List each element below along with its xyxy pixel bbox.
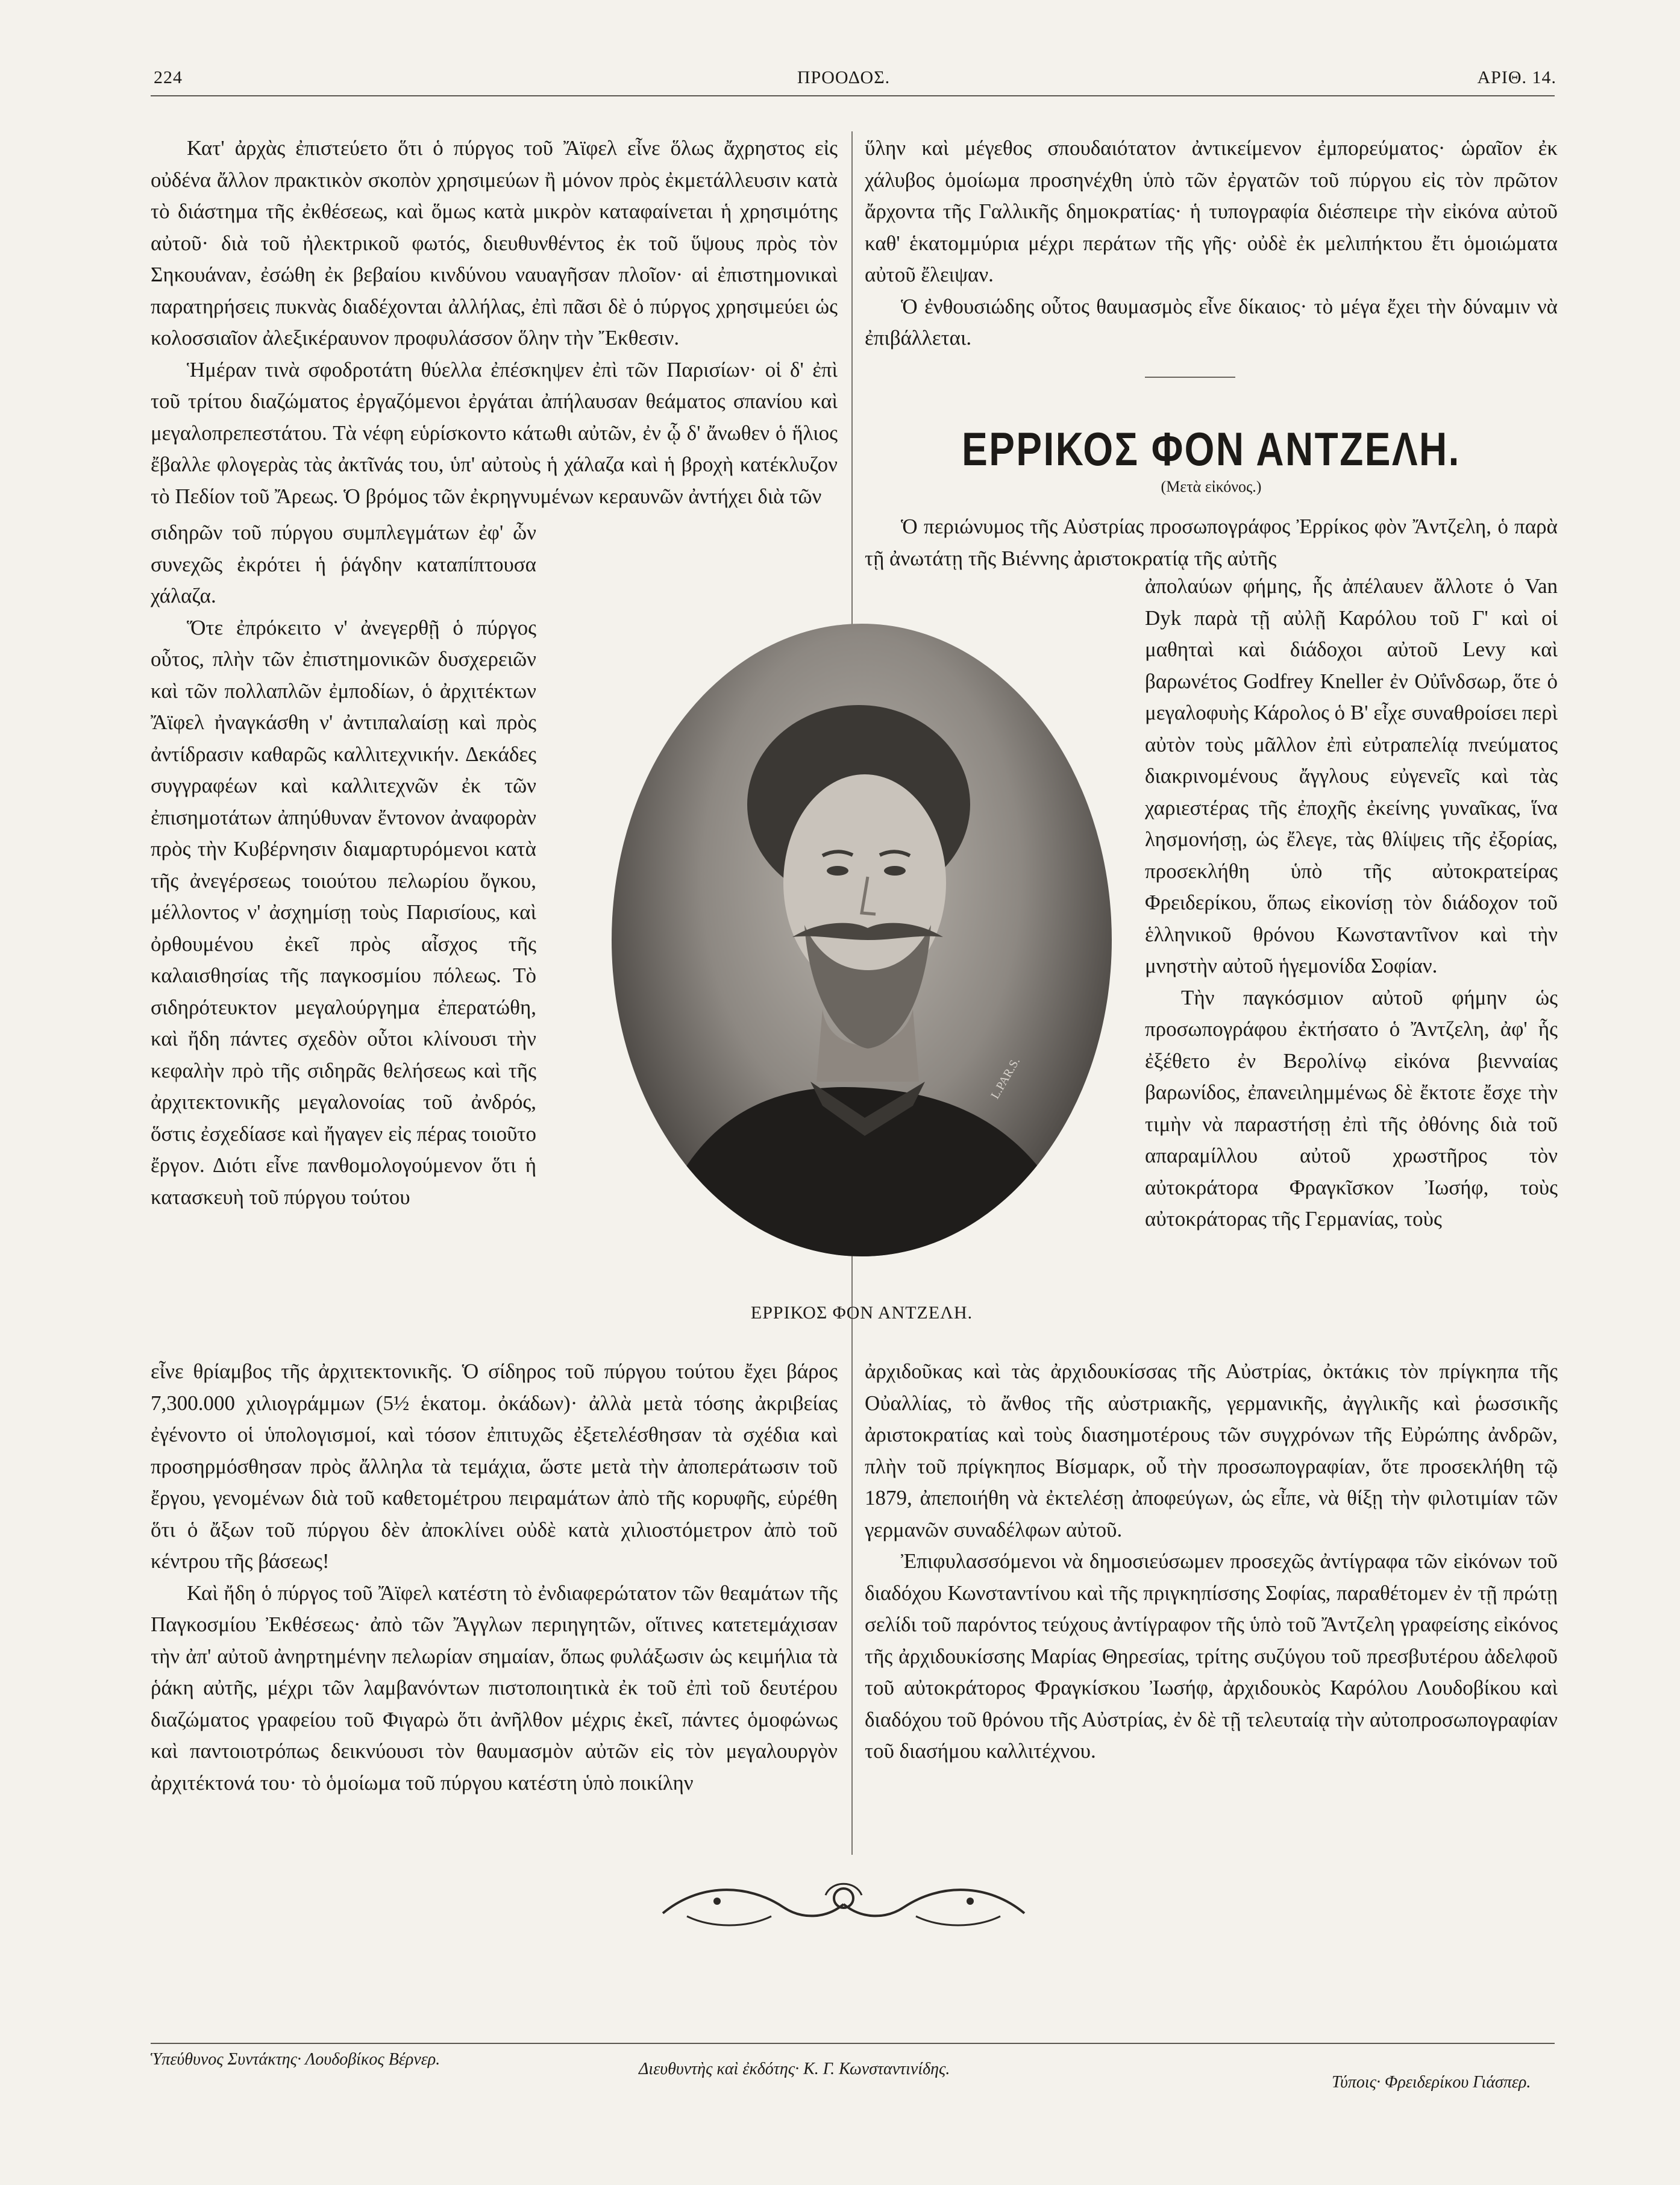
eiffel-article-top — [151, 133, 838, 512]
ornament-flourish-icon — [651, 1871, 1036, 1937]
paragraph: ἀπολαύων φήμης, ἧς ἀπέλαυεν ἄλλοτε ὁ Van Dyk παρὰ τῇ αὐλῇ Καρόλου τοῦ Γ' καὶ οἱ μαθηταὶ καὶ διάδοχοι αὐτοῦ Levy καὶ βαρωνέτος Godfrey Kneller ἐν Οὐΐνδσωρ, ὅτε ὁ μεγαλοφυὴς Κάρολος ὁ Β' εἶχε συναθροίσει περὶ αὐτὸν τοὺς μᾶλλον ἐπὶ εὐτραπελίᾳ πνεύματος διακρινομένους ἄγγλους εὐγενεῖς καὶ τὰς χαριεστέρας τῆς ἐποχῆς ἐκείνης γυναῖκας, ἵνα λησμονήσῃ, ὡς ἔλεγε, τὰς θλίψεις τῆς ἐξορίας, προσεκλήθη ὑπὸ τῆς αὐτοκρατείρας Φρειδερίκου, ὅπως εἰκονίσῃ τὸν διάδοχον τοῦ ἑλληνικοῦ θρόνου Κωνσταντῖνον καὶ τὴν μνηστὴν αὐτοῦ ἡγεμονίδα Σοφίαν. — [1145, 574, 1558, 977]
angeli-intro — [865, 511, 1558, 574]
angeli-article-narrow — [1145, 571, 1558, 1235]
page-number: 224 — [154, 67, 183, 87]
journal-title: ΠΡΟΟΔΟΣ. — [797, 67, 891, 87]
paragraph: Ἐπιφυλασσόμενοι νὰ δημοσιεύσωμεν προσεχῶς ἀντίγραφα τῶν εἰκόνων τοῦ διαδόχου Κωνσταντίνου καὶ τῆς πριγκηπίσσης Σοφίας, παραθέτομεν ἐν τῇ πρώτῃ σελίδι τοῦ παρόντος τεύχους ἀντίγραφον τῆς ὑπὸ τοῦ Ἄντζελη γραφείσης εἰκόνος τῆς ἀρχιδουκίσσης Μαρίας Θηρεσίας, τρίτης συζύγου τοῦ πρεσβυτέρου ἀδελφοῦ τοῦ αὐτοκράτορος Φραγκίσκου Ἰωσήφ, ἀρχιδουκὸς Καρόλου Λουδοβίκου καὶ διαδόχου τοῦ θρόνου τῆς Αὐστρίας, ἐν δὲ τῇ τελευταίᾳ τὴν αὐτοπροσωπογραφίαν τοῦ διασήμου καλλιτέχνου. — [865, 1549, 1558, 1763]
decorative-ornament — [651, 1871, 1036, 1937]
footer-rule — [151, 2043, 1555, 2044]
eiffel-article-narrow — [151, 517, 536, 1213]
portrait-illustration — [612, 624, 1112, 1256]
footer-printer: Τύποις· Φρειδερίκου Γιάσπερ. — [1332, 2073, 1531, 2092]
paragraph: εἶνε θρίαμβος τῆς ἀρχιτεκτονικῆς. Ὁ σίδηρος τοῦ πύργου τούτου ἔχει βάρος 7,300.000 χιλιογράμμων (5½ ἑκατομ. ὀκάδων)· ἀλλὰ μετὰ τόσης ἀκριβείας ἐγένοντο οἱ ὑπολογισμοί, καὶ τόσον ἐπιτυχῶς ἐξετελέσθησαν τὰ σχέδια καὶ προσηρμόσθησαν πρὸς ἄλληλα τὰ τεμάχια, ὥστε μετὰ τὴν ἀποπεράτωσιν τοῦ ἔργου, γενομένων διὰ τοῦ καθετομέτρου πειραμάτων ἀπὸ τῆς κορυφῆς, εὑρέθη ὅτι ὁ ἄξων τοῦ πύργου δὲν ἀποκλίνει οὐδὲ κατὰ χιλιοστόμετρον ἀπὸ τοῦ κέντρου τῆς βάσεως! — [151, 1359, 838, 1573]
paragraph: ὕλην καὶ μέγεθος σπουδαιότατον ἀντικείμενον ἐμπορεύματος· ὡραῖον ἐκ χάλυβος ὁμοίωμα προσηνέχθη ὑπὸ τῶν ἐργατῶν τοῦ πύργου εἰς τὸν πρῶτον ἄρχοντα τῆς Γαλλικῆς δημοκρατίας· ἡ τυπογραφία διέσπειρε τὴν εἰκόνα αὐτοῦ καθ' ἑκατομμύρια μέχρι περάτων τῆς γῆς· οὐδὲ ἐκ μελιπήκτου ἔτι ὁμοιώματα αὐτοῦ ἔλειψαν. — [865, 136, 1558, 286]
paragraph: Ὁ ἐνθουσιώδης οὗτος θαυμασμὸς εἶνε δίκαιος· τὸ μέγα ἔχει τὴν δύναμιν νὰ ἐπιβάλλεται. — [865, 294, 1558, 350]
paragraph: Ὅτε ἐπρόκειτο ν' ἀνεγερθῇ ὁ πύργος οὗτος, πλὴν τῶν ἐπιστημονικῶν δυσχερειῶν καὶ τῶν πολλαπλῶν ἐμποδίων, ὁ ἀρχιτέκτων Ἄϊφελ ἠναγκάσθη ν' ἀντιπαλαίσῃ καὶ πρὸς ἀντίδρασιν καθαρῶς καλλιτεχνικήν. Δεκάδες συγγραφέων καὶ καλλιτεχνῶν ἐκ τῶν ἐπισημοτάτων ἀπηύθυναν ἔντονον ἀναφορὰν πρὸς τὴν Κυβέρνησιν διαμαρτυρόμενοι κατὰ τῆς ἀνεγέρσεως τοιούτου πελωρίου ὄγκου, μέλλοντος ν' ἀσχημίσῃ τοὺς Παρισίους, καὶ ὀρθουμένου ἐκεῖ πρὸς αἶσχος τῆς καλαισθησίας τῆς παγκοσμίου πόλεως. Τὸ σιδηρότευκτον μεγαλούργημα ἐπερατώθη, καὶ ἤδη πάντες σχεδὸν οὗτοι κλίνουσι τὴν κεφαλὴν πρὸ τῆς σιδηρᾶς θελήσεως καὶ τῆς ἀρχιτεκτονικῆς μεγαλονοίας τοῦ ἀνδρός, ὅστις ἐσχεδίασε καὶ ἤγαγεν εἰς πέρας τοιοῦτο ἔργον. Διότι εἶνε πανθομολογούμενον ὅτι ἡ κατασκευὴ τοῦ πύργου τούτου — [151, 615, 536, 1209]
paragraph: Κατ' ἀρχὰς ἐπιστεύετο ὅτι ὁ πύργος τοῦ Ἄϊφελ εἶνε ὅλως ἄχρηστος εἰς οὐδένα ἄλλον πρακτικὸν σκοπὸν χρησιμεύων ἢ μόνον πρὸς ἐκμετάλλευσιν κατὰ τὸ διάστημα τῆς ἐκθέσεως, καὶ ὅμως κατὰ μικρὸν καταφαίνεται ἡ χρησιμότης αὐτοῦ· διὰ τοῦ ἠλεκτρικοῦ φωτός, διευθυνθέντος ἐκ τοῦ ὕψους πρὸς τὸν Σηκουάναν, ἐσώθη ἐκ βεβαίου κινδύνου ναυαγῆσαν πλοῖον· αἱ ἐπιστημονικαὶ παρατηρήσεις πυκνὰς διαδέχονται ἀλλήλας, ἐπὶ πᾶσι δὲ ὁ πύργος χρησιμεύει ὡς κολοσσιαῖον ἀλεξικέραυνον προφυλάσσον ὅλην τὴν Ἔκθεσιν. — [151, 136, 838, 350]
paragraph: Καὶ ἤδη ὁ πύργος τοῦ Ἄϊφελ κατέστη τὸ ἐνδιαφερώτατον τῶν θεαμάτων τῆς Παγκοσμίου Ἐκθέσεως· ἀπὸ τῶν Ἄγγλων περιηγητῶν, οἵτινες κατετεμάχισαν τὴν ἀπ' αὐτοῦ ἀνηρτημένην πελωρίαν σημαίαν, ὅπως φυλάξωσιν ὡς κειμήλια τὰ ῥάκη αὐτῆς, μέχρι τῶν λαμβανόντων πιστοποιητικὰ ἐκ τοῦ ἐπὶ τοῦ δευτέρου διαζώματος γραφείου τοῦ Φιγαρὼ ὅτι ἀνῆλθον μέχρις ἐκεῖ, πάντες ὁμοφώνως καὶ παντοιοτρόπως δεικνύουσι τὸν θαυμασμὸν αὐτῶν εἰς τὸν μεγαλουργὸν ἀρχιτέκτονά του· τὸ ὁμοίωμα τοῦ πύργου κατέστη ὑπὸ ποικίλην — [151, 1581, 838, 1795]
paragraph: Τὴν παγκόσμιον αὐτοῦ φήμην ὡς προσωπογράφου ἐκτήσατο ὁ Ἄντζελη, ἀφ' ἧς ἐξέθετο ἐν Βερολίνῳ εἰκόνα βιενναίας βαρωνίδος, ἐπανειλημμένως δὲ ἔκτοτε ἔσχε τὴν τιμὴν νὰ παραστήσῃ ἐπὶ τῆς ὀθόνης διὰ τοῦ απαραμίλλου αὐτοῦ χρωστῆρος τὸν αὐτοκράτορα Φραγκῖσκον Ἰωσήφ, τοὺς αὐτοκράτορας τῆς Γερμανίας, τοὺς — [1145, 985, 1558, 1230]
paragraph: ἀρχιδοῦκας καὶ τὰς ἀρχιδουκίσσας τῆς Αὐστρίας, ὀκτάκις τὸν πρίγκηπα τῆς Οὐαλλίας, τὸ ἄνθος τῆς αὐστριακῆς, γερμανικῆς, ἀγγλικῆς καὶ ῥωσσικῆς ἀριστοκρατίας καὶ τοὺς διασημοτέρους τῶν συγχρόνων τῆς Εὐρώπης ἀνδρῶν, πλὴν τοῦ πρίγκηπος Βίσμαρκ, οὗ τὴν προσωπογραφίαν, ὅτε προσεκλήθη τῷ 1879, ἀπεποιήθη νὰ ἐκτελέσῃ ἀποφεύγων, ὡς εἶπε, νὰ θίξῃ τὴν φιλοτιμίαν τῶν γερμανῶν συναδέλφων αὐτοῦ. — [865, 1359, 1558, 1541]
paragraph: Ὁ περιώνυμος τῆς Αὐστρίας προσωπογράφος Ἐρρίκος φὸν Ἄντζελη, ὁ παρὰ τῇ ἀνωτάτῃ τῆς Βιέννης ἀριστοκρατίᾳ τῆς αὐτῆς — [865, 515, 1558, 570]
engraver-signature: L.PAR.S. — [988, 1055, 1023, 1102]
header-rule — [151, 95, 1555, 96]
angeli-article-bottom — [865, 1356, 1558, 1767]
portrait-caption: ΕΡΡΙΚΟΣ ΦΟΝ ΑΝΤΖΕΛΗ. — [750, 1303, 973, 1323]
eiffel-article-bottom — [151, 1356, 838, 1799]
eiffel-article-continuation — [865, 133, 1558, 354]
section-divider — [1145, 377, 1235, 378]
paragraph: Ἡμέραν τινὰ σφοδροτάτη θύελλα ἐπέσκηψεν ἐπὶ τῶν Παρισίων· οἱ δ' ἐπὶ τοῦ τρίτου διαζώματος ἐργαζόμενοι ἐργάται ἀπήλαυσαν θεάματος σπανίου καὶ μεγαλοπρεπεστάτου. Τὰ νέφη εὑρίσκοντο κάτωθι αὐτῶν, ἐν ᾧ δ' ἄνωθεν ὁ ἥλιος ἔβαλλε φλογερὰς τὰς ἀκτῖνάς του, ὑπ' αὐτοὺς ἡ χάλαζα καὶ ἡ βροχὴ κατέκλυζον τὸ Πεδίον τοῦ Ἄρεως. Ὁ βρόμος τῶν ἐκρηγνυμένων κεραυνῶν ἀντήχει διὰ τῶν — [151, 357, 838, 508]
article-subtitle: (Μετὰ εἰκόνος.) — [1161, 478, 1262, 495]
paragraph: σιδηρῶν τοῦ πύργου συμπλεγμάτων ἐφ' ὧν συνεχῶς ἐκρότει ἡ ῥάγδην καταπίπτουσα χάλαζα. — [151, 521, 536, 607]
article-title: ΕΡΡΙΚΟΣ ΦΟΝ ΑΝΤΖΕΛΗ. — [962, 422, 1461, 475]
portrait-engraving — [612, 624, 1112, 1256]
issue-number: ΑΡΙΘ. 14. — [1477, 67, 1556, 87]
footer-editor: Ὑπεύθυνος Συντάκτης· Λουδοβίκος Βέρνερ. — [151, 2050, 440, 2069]
footer-publisher: Διευθυντὴς καὶ ἐκδότης· Κ. Γ. Κωνσταντινίδης. — [639, 2060, 950, 2078]
